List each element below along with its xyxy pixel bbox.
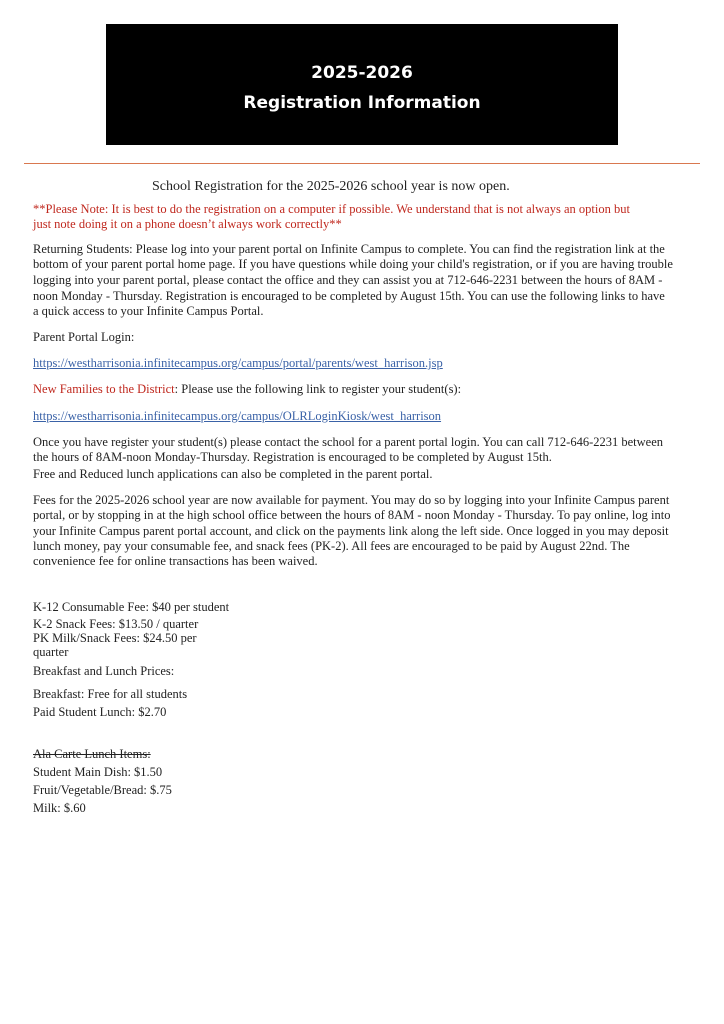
- intro-text: School Registration for the 2025-2026 school year is now open.: [152, 179, 510, 194]
- parent-portal-link[interactable]: https://westharrisonia.infinitecampus.org/campus/portal/parents/west_harrison.jsp: [33, 356, 443, 371]
- ala-carte-item: Fruit/Vegetable/Bread: $.75: [33, 782, 172, 797]
- main-content: [33, 178, 673, 815]
- free-reduced-text: Free and Reduced lunch applications can also be completed in the parent portal.: [33, 467, 433, 482]
- divider: [24, 163, 700, 164]
- returning-students-text: Returning Students: Please log into your parent portal on Infinite Campus to complete. You can find the registration link at the bottom of your parent portal home page. If you have questions while doing your child's registration, or if you are having trouble logging into your parent portal, please contact the office and they can assist you at 712-646-2231 between the hours of 8AM - noon Monday - Thursday. Registration is encouraged to be completed by August 15th. You can use the following links to have a quick access to your Infinite Campus Portal.: [33, 241, 673, 319]
- prices-heading: Breakfast and Lunch Prices:: [33, 663, 175, 678]
- ala-carte-heading: Ala Carte Lunch Items:: [33, 746, 151, 761]
- breakfast-price: Breakfast: Free for all students: [33, 686, 188, 701]
- after-register-text: Once you have register your student(s) please contact the school for a parent portal login. You can call 712-646-2231 between the hours of 8AM-noon Monday-Thursday. Registration is encouraged to be completed by August 15th.: [33, 434, 664, 464]
- header-title: Registration Information: [243, 92, 481, 113]
- ala-carte-item: Milk: $.60: [33, 800, 86, 815]
- new-families-text: [33, 382, 673, 397]
- new-families-instructions: : Please use the following link to register your student(s):: [174, 382, 462, 397]
- registration-kiosk-link[interactable]: https://westharrisonia.infinitecampus.org/campus/OLRLoginKiosk/west_harrison: [33, 408, 442, 423]
- header-banner: [106, 24, 618, 145]
- phone-note: **Please Note: It is best to do the registration on a computer if possible. We understand that is not always an option but just note doing it on a phone doesn’t always work correctly**: [33, 202, 630, 232]
- consumable-fee: K-12 Consumable Fee: $40 per student: [33, 599, 230, 614]
- fees-paragraph: Fees for the 2025-2026 school year are now available for payment. You may do so by logging into your Infinite Campus parent portal, or by stopping in at the high school office between the hours of 8AM - noon Monday - Thursday. To pay online, log into your Infinite Campus parent portal account, and click on the payments link along the left side. Once logged in you may deposit lunch money, pay your consumable fee, and snack fees (PK-2). All fees are encouraged to be paid by August 22nd. The convenience fee for online transactions has been waived.: [33, 492, 671, 569]
- header-year: 2025-2026: [311, 62, 413, 83]
- lunch-price: Paid Student Lunch: $2.70: [33, 704, 167, 719]
- pk-snack-fee: PK Milk/Snack Fees: $24.50 per quarter: [33, 630, 197, 659]
- new-families-label: New Families to the District: [33, 382, 175, 397]
- k2-snack-fee: K-2 Snack Fees: $13.50 / quarter: [33, 616, 199, 631]
- ala-carte-item: Student Main Dish: $1.50: [33, 764, 163, 779]
- portal-label: Parent Portal Login:: [33, 329, 135, 344]
